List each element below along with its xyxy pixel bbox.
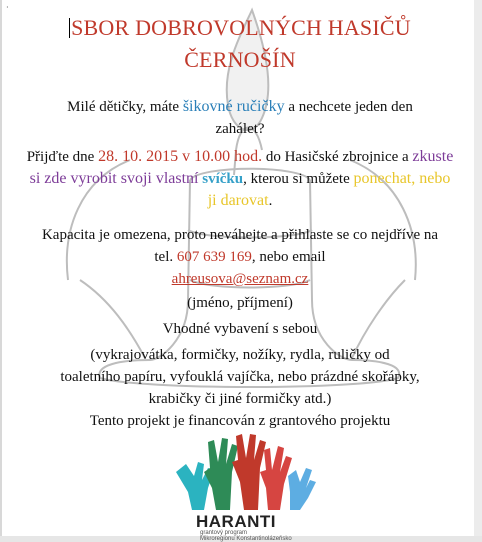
- logo-name: HARANTI: [196, 512, 276, 531]
- corner-marker: ·: [6, 3, 9, 12]
- equipment-title: Vhodné vybavení s sebou: [162, 321, 318, 337]
- keep-or-give: ponechat, nebo ji darovat: [207, 170, 451, 209]
- logo-subtitle: grantový program Mikroregionu Konstantinolázeňsko: [200, 530, 292, 542]
- event-date: 28. 10. 2015 v 10.00 hod.: [98, 148, 263, 165]
- invite-paragraph: Přijďte dne 28. 10. 2015 v 10.00 hod. do Hasičské zbrojnice a zkuste si zde vyrobit svoji vlastní svíčku, kterou si můžete ponechat, nebo ji darovat.: [26, 148, 454, 209]
- funding-note: Tento projekt je financován z grantového projektu: [89, 413, 391, 429]
- intro-paragraph: Milé dětičky, máte šikovné ručičky a nechcete jeden den zahálet?: [67, 98, 413, 137]
- equipment-list: (vykrajovátka, formičky, nožíky, rydla, ruličky od toaletního papíru, vyfouklá vajíčka, nebo prázdné skořápky, krabičky či jiné formičky atd.): [60, 347, 420, 407]
- name-hint: (jméno, příjmení): [187, 295, 293, 311]
- title-line-2: ČERNOŠÍN: [184, 47, 296, 72]
- intro-highlight: šikovné ručičky: [182, 98, 285, 115]
- invite-highlight: zkuste si zde vyrobit svoji vlastní: [29, 148, 454, 187]
- text-cursor: [69, 18, 70, 38]
- capacity-paragraph: Kapacita je omezena, proto neváhejte a přihlaste se co nejdříve na tel. 607 639 169, nebo email ahreusova@seznam.cz: [41, 227, 439, 287]
- title-line-1: SBOR DOBROVOLNÝCH HASIČŮ: [71, 15, 411, 40]
- candle-word: svíčku: [202, 171, 244, 187]
- phone-number: 607 639 169: [176, 249, 252, 265]
- email-link[interactable]: ahreusova@seznam.cz: [171, 271, 309, 287]
